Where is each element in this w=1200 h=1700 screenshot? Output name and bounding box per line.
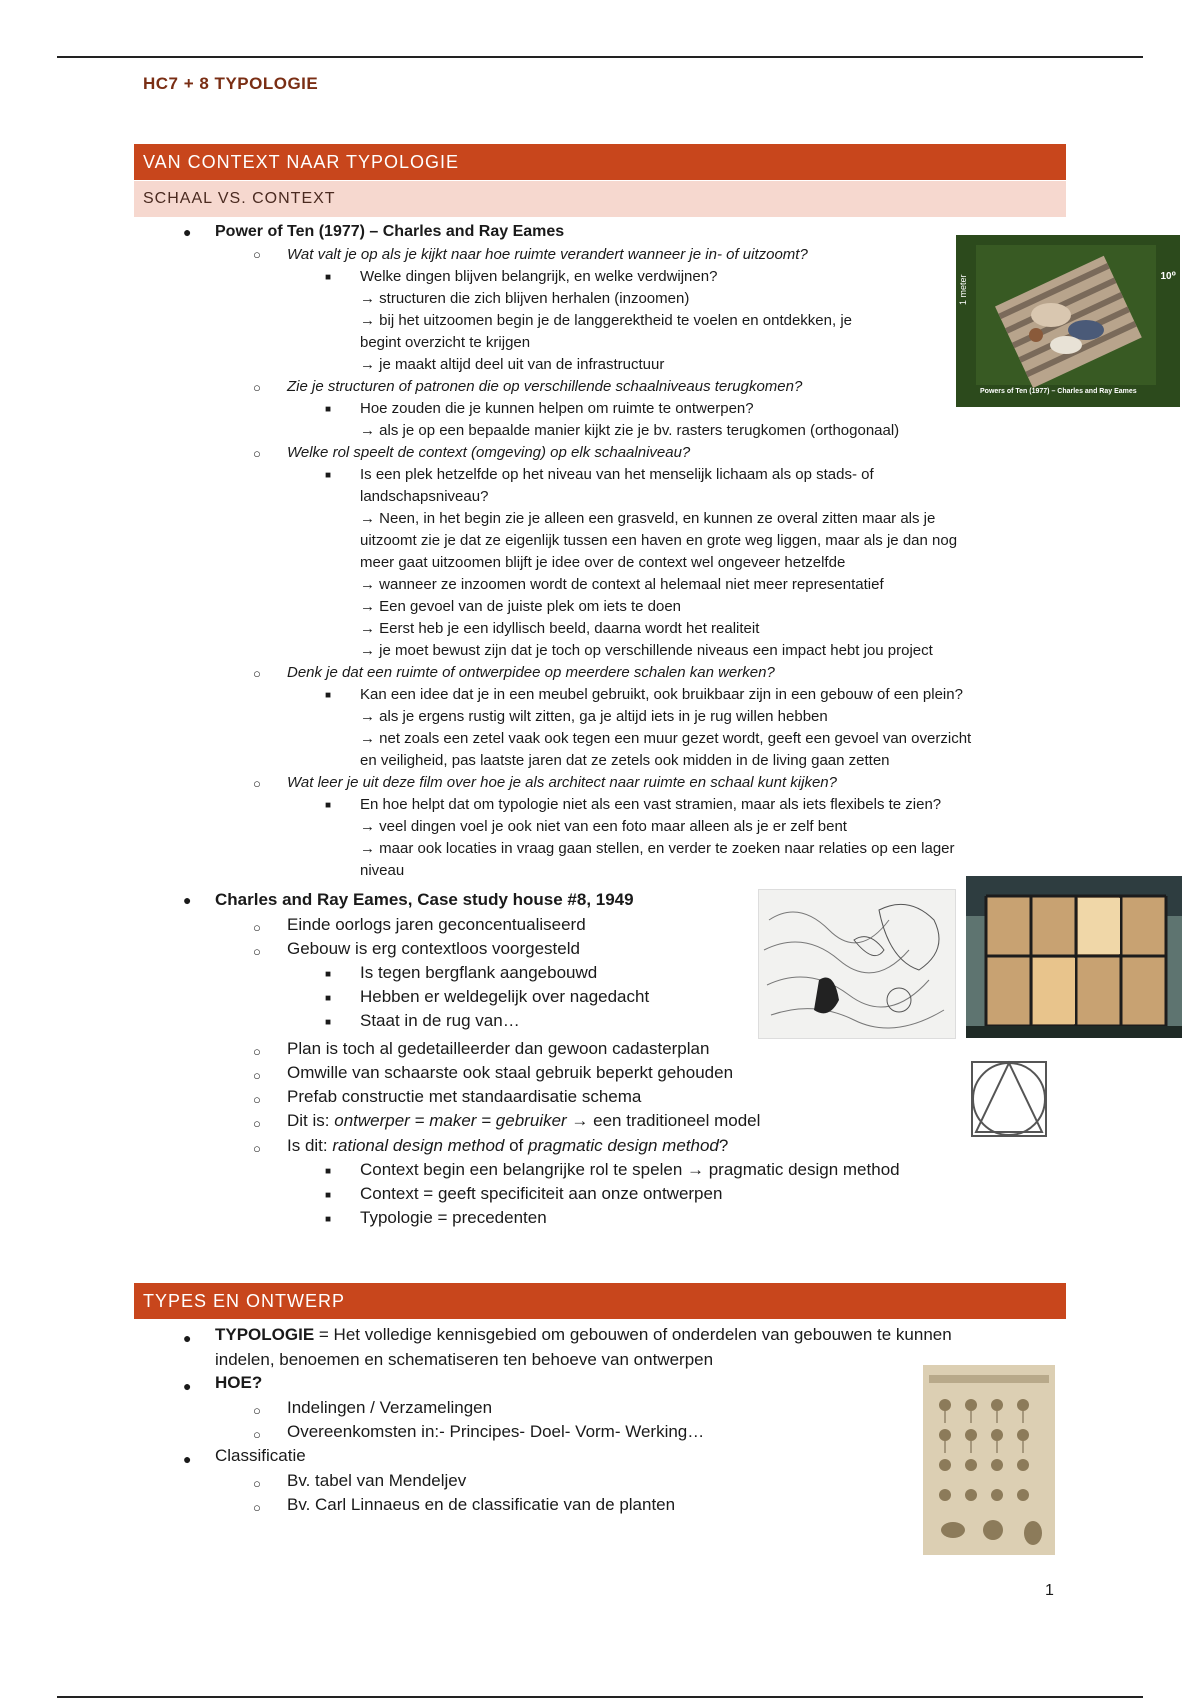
bullet: ○: [253, 944, 261, 959]
answer: → je moet bewust zijn dat je toch op verschillende niveaus een impact hebt jou project: [360, 642, 933, 659]
site-plan-sketch: [759, 890, 955, 1038]
bullet: ●: [183, 1378, 192, 1394]
power-of-ten-title: Power of Ten (1977) – Charles and Ray Eames: [215, 223, 565, 240]
answer: → Een gevoel van de juiste plek om iets te doen: [360, 598, 682, 615]
section-heading-context: VAN CONTEXT NAAR TYPOLOGIE: [134, 144, 1066, 180]
case-sub-item: Context = geeft specificiteit aan onze ontwerpen: [360, 1184, 723, 1203]
answer: → je maakt altijd deel uit van de infrastructuur: [360, 356, 665, 373]
bullet: ●: [183, 224, 192, 240]
scale-right-label: 10⁰: [1160, 271, 1176, 282]
bullet: ■: [325, 1214, 332, 1225]
typologie-definition: = Het volledige kennisgebied om gebouwen of onderdelen van gebouwen te kunnen: [314, 1325, 952, 1344]
bullet: ●: [183, 1451, 192, 1467]
bullet: ■: [325, 404, 332, 415]
bullet: ○: [253, 1092, 261, 1107]
house-photo: [966, 876, 1182, 1038]
bullet: ○: [253, 920, 261, 935]
bullet: ■: [325, 800, 332, 811]
question-4-sub: Kan een idee dat je in een meubel gebruikt, ook bruikbaar zijn in een gebouw of een plein?: [360, 686, 963, 703]
picnic-photo: [956, 235, 1180, 407]
method-prefix: Is dit:: [287, 1136, 333, 1155]
site-plan-image: [758, 889, 956, 1039]
classificatie-item: Bv. Carl Linnaeus en de classificatie van de planten: [287, 1495, 676, 1514]
bullet: ○: [253, 1427, 261, 1442]
case-item: Plan is toch al gedetailleerder dan gewoon cadasterplan: [287, 1039, 710, 1058]
case-item-method: [287, 1135, 728, 1157]
question-1-sub: Welke dingen blijven belangrijk, en welke verdwijnen?: [360, 268, 718, 285]
bullet: ○: [253, 1068, 261, 1083]
answer: → bij het uitzoomen begin je de langgerektheid te voelen en ontdekken, je: [360, 312, 853, 329]
typologie-definition-2: indelen, benoemen en schematiseren ten behoeve van ontwerpen: [215, 1350, 714, 1369]
bullet: ○: [253, 1476, 261, 1491]
question-3: Welke rol speelt de context (omgeving) op elk schaalniveau?: [287, 444, 691, 461]
case-sub-item: Context begin een belangrijke rol te spelen → pragmatic design method: [360, 1160, 900, 1179]
question-3-sub: landschapsniveau?: [360, 488, 489, 505]
question-4: Denk je dat een ruimte of ontwerpidee op meerdere schalen kan werken?: [287, 664, 775, 681]
answer: → wanneer ze inzoomen wordt de context al helemaal niet meer representatief: [360, 576, 884, 593]
bullet: ○: [253, 247, 261, 262]
answer: → net zoals een zetel vaak ook tegen een muur gezet wordt, geeft een gevoel van overzicht: [360, 730, 972, 747]
bullet: ■: [325, 993, 332, 1004]
bullet: ○: [253, 1141, 261, 1156]
answer: → veel dingen voel je ook niet van een foto maar alleen als je er zelf bent: [360, 818, 847, 835]
bullet: ○: [253, 1500, 261, 1515]
case-sub-item: Staat in de rug van…: [360, 1011, 520, 1030]
bullet: ○: [253, 1116, 261, 1131]
question-2: Zie je structuren of patronen die op verschillende schaalniveaus terugkomen?: [287, 378, 803, 395]
question-5: Wat leer je uit deze film over hoe je als architect naar ruimte en schaal kunt kijken?: [287, 774, 837, 791]
answer: meer gaat uitzoomen blijft je idee over de context wel ongeveer hetzelfde: [360, 554, 846, 571]
typologie-definition-1: [215, 1324, 952, 1346]
answer: uitzoomt zie je dat ze eigenlijk tussen een haven en grote weg liggen, maar als je dan nog: [360, 532, 958, 549]
question-1: Wat valt je op als je kijkt naar hoe ruimte verandert wanneer je in- of uitzoomt?: [287, 246, 808, 263]
answer: → structuren die zich blijven herhalen (inzoomen): [360, 290, 690, 307]
plant-classification-plate: [923, 1365, 1055, 1555]
method-rational: rational design method: [332, 1136, 505, 1155]
method-pragmatic: pragmatic design method: [528, 1136, 719, 1155]
method-or: of: [504, 1136, 528, 1155]
bottom-rule: [57, 1696, 1143, 1698]
answer: → maar ook locaties in vraag gaan stellen, en verder te zoeken naar relaties op een lager: [360, 840, 955, 857]
question-2-sub: Hoe zouden die je kunnen helpen om ruimte te ontwerpen?: [360, 400, 754, 417]
model-prefix: Dit is:: [287, 1111, 335, 1130]
bullet: ○: [253, 776, 261, 791]
model-formula: ontwerper = maker = gebruiker: [334, 1111, 567, 1130]
document-title: HC7 + 8 TYPOLOGIE: [143, 74, 319, 93]
case-sub-item: Typologie = precedenten: [360, 1208, 547, 1227]
bullet: ■: [325, 470, 332, 481]
hoe-item: Overeenkomsten in:- Principes- Doel- Vorm- Werking…: [287, 1422, 705, 1441]
case-item: Einde oorlogs jaren geconcentualiseerd: [287, 915, 586, 934]
answer: → als je op een bepaalde manier kijkt zie je bv. rasters terugkomen (orthogonaal): [360, 422, 900, 439]
answer: → Neen, in het begin zie je alleen een grasveld, en kunnen ze overal zitten maar als je: [360, 510, 936, 527]
bullet: ■: [325, 690, 332, 701]
typologie-term: TYPOLOGIE: [215, 1325, 315, 1344]
case-sub-item: Is tegen bergflank aangebouwd: [360, 963, 598, 982]
hoe-item: Indelingen / Verzamelingen: [287, 1398, 493, 1417]
bullet: ○: [253, 446, 261, 461]
bullet: ■: [325, 1190, 332, 1201]
answer: begint overzicht te krijgen: [360, 334, 531, 351]
classificatie-item: Bv. tabel van Mendeljev: [287, 1471, 467, 1490]
case-study-house-photo: [966, 876, 1182, 1038]
case-item: Gebouw is erg contextloos voorgesteld: [287, 939, 580, 958]
square-circle-triangle-icon: [970, 1060, 1050, 1140]
page-number: 1: [1045, 1582, 1054, 1599]
image-caption: Powers of Ten (1977) – Charles and Ray Eames: [980, 388, 1137, 395]
geometry-diagram: [970, 1060, 1050, 1140]
section-heading-types: TYPES EN ONTWERP: [134, 1283, 1066, 1319]
powers-of-ten-image: [956, 235, 1180, 407]
bullet: ○: [253, 1403, 261, 1418]
method-suffix: ?: [718, 1136, 729, 1155]
botanical-classification-image: [923, 1365, 1055, 1555]
question-5-sub: En hoe helpt dat om typologie niet als een vast stramien, maar als iets flexibels te zien?: [360, 796, 942, 813]
bullet: ■: [325, 1166, 332, 1177]
bullet: ■: [325, 969, 332, 980]
classificatie-label: Classificatie: [215, 1446, 306, 1465]
question-3-sub: Is een plek hetzelfde op het niveau van het menselijk lichaam als op stads- of: [360, 466, 874, 483]
scale-left-label: 1 meter: [958, 274, 968, 305]
bullet: ■: [325, 272, 332, 283]
model-suffix: → een traditioneel model: [566, 1111, 761, 1130]
case-item-model: [287, 1110, 760, 1132]
answer: niveau: [360, 862, 405, 879]
case-sub-item: Hebben er weldegelijk over nagedacht: [360, 987, 650, 1006]
top-rule: [57, 56, 1143, 58]
case-item: Prefab constructie met standaardisatie schema: [287, 1087, 642, 1106]
bullet: ●: [183, 1330, 192, 1346]
bullet: ○: [253, 380, 261, 395]
answer: → Eerst heb je een idyllisch beeld, daarna wordt het realiteit: [360, 620, 760, 637]
bullet: ○: [253, 1044, 261, 1059]
hoe-label: HOE?: [215, 1373, 263, 1392]
bullet: ●: [183, 892, 192, 908]
answer: → als je ergens rustig wilt zitten, ga je altijd iets in je rug willen hebben: [360, 708, 828, 725]
subsection-heading-schaal: SCHAAL VS. CONTEXT: [134, 181, 1066, 217]
bullet: ■: [325, 1017, 332, 1028]
case-study-title: Charles and Ray Eames, Case study house #8, 1949: [215, 890, 634, 909]
bullet: ○: [253, 666, 261, 681]
answer: en veiligheid, pas laatste jaren dat ze zetels ook midden in de living gaan zetten: [360, 752, 890, 769]
case-item: Omwille van schaarste ook staal gebruik beperkt gehouden: [287, 1063, 734, 1082]
